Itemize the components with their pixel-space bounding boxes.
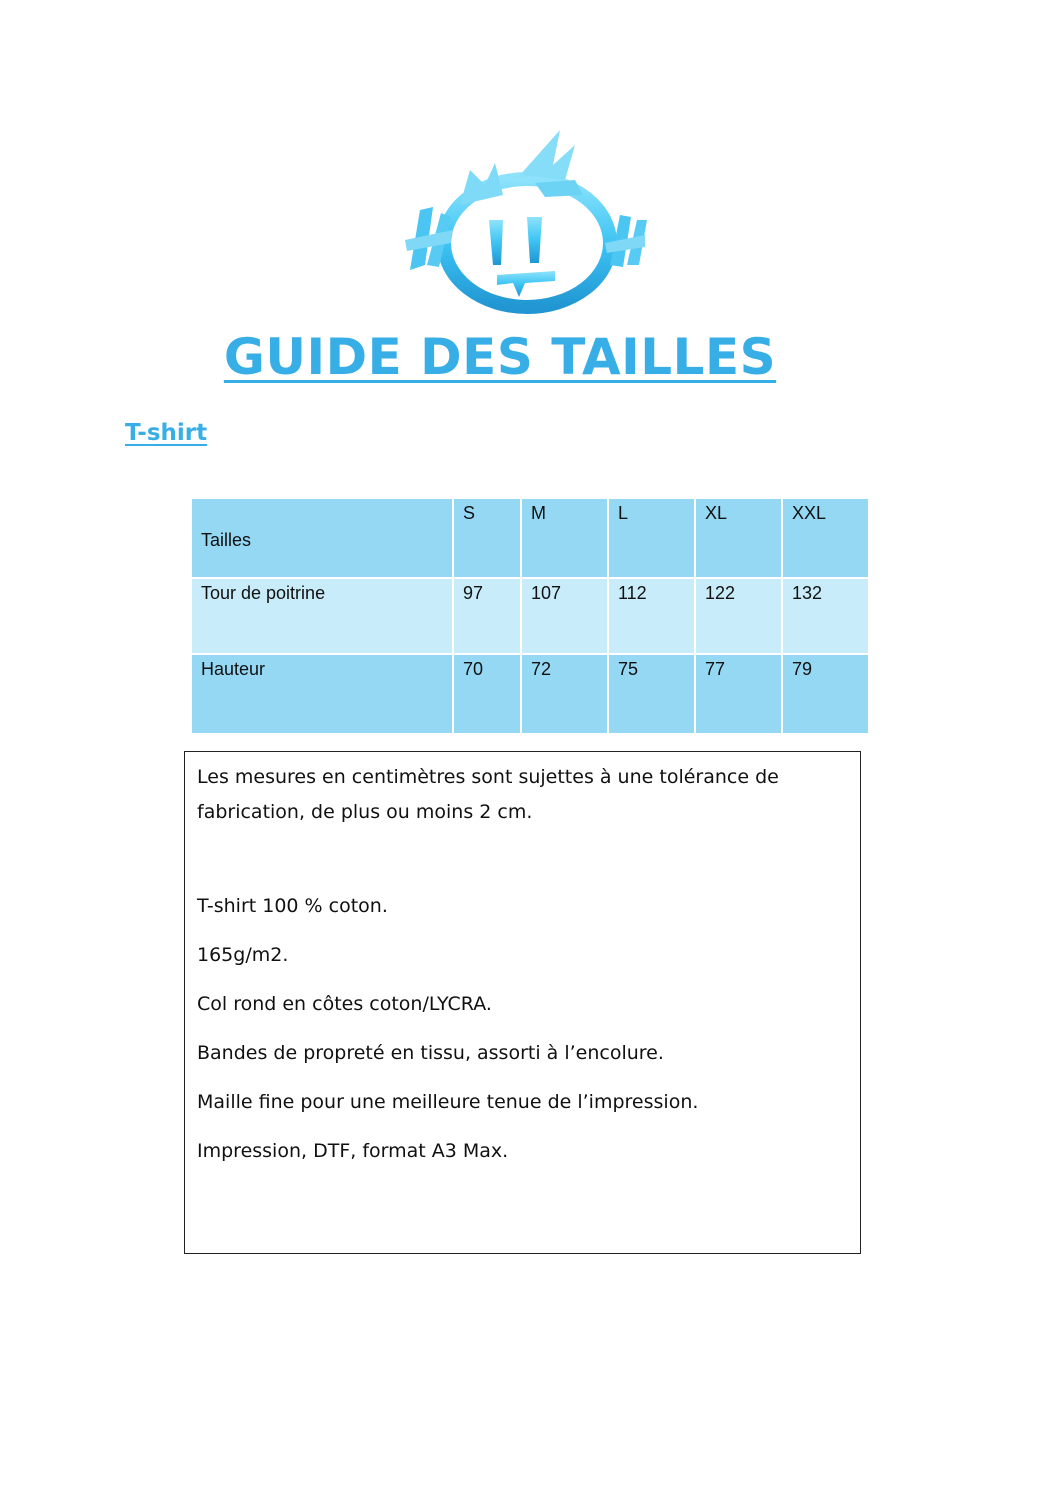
tolerance-note: Les mesures en centimètres sont sujettes à une tolérance de fabrication, de plus ou moins 2 cm. xyxy=(197,766,779,823)
brand-logo xyxy=(405,125,650,315)
header-cell: Tailles xyxy=(191,498,453,578)
note-item: Col rond en côtes coton/LYCRA. xyxy=(197,993,492,1015)
note-item: Bandes de propreté en tissu, assorti à l’encolure. xyxy=(197,1042,664,1064)
note-item: Impression, DTF, format A3 Max. xyxy=(197,1140,509,1162)
header-cell: XXL xyxy=(782,498,869,578)
note-item: 165g/m2. xyxy=(197,944,289,966)
table-cell: 132 xyxy=(782,578,869,654)
section-title: T-shirt xyxy=(125,420,208,446)
table-cell: 97 xyxy=(453,578,521,654)
table-cell: 70 xyxy=(453,654,521,734)
table-cell: 77 xyxy=(695,654,782,734)
header-cell: M xyxy=(521,498,608,578)
table-cell: 79 xyxy=(782,654,869,734)
table-cell: Hauteur xyxy=(191,654,453,734)
header-cell: L xyxy=(608,498,695,578)
table-cell: 107 xyxy=(521,578,608,654)
table-header-row xyxy=(191,498,869,578)
table-cell: 75 xyxy=(608,654,695,734)
note-item: Maille fine pour une meilleure tenue de l’impression. xyxy=(197,1091,699,1113)
table-row xyxy=(191,654,869,734)
table-cell: 122 xyxy=(695,578,782,654)
size-table xyxy=(190,497,870,735)
table-row xyxy=(191,578,869,654)
table-cell: 112 xyxy=(608,578,695,654)
header-cell: XL xyxy=(695,498,782,578)
table-cell: 72 xyxy=(521,654,608,734)
header-cell: S xyxy=(453,498,521,578)
product-notes-box xyxy=(184,751,861,1254)
page-title: GUIDE DES TAILLES xyxy=(223,328,777,386)
note-item: T-shirt 100 % coton. xyxy=(197,895,388,917)
table-cell: Tour de poitrine xyxy=(191,578,453,654)
